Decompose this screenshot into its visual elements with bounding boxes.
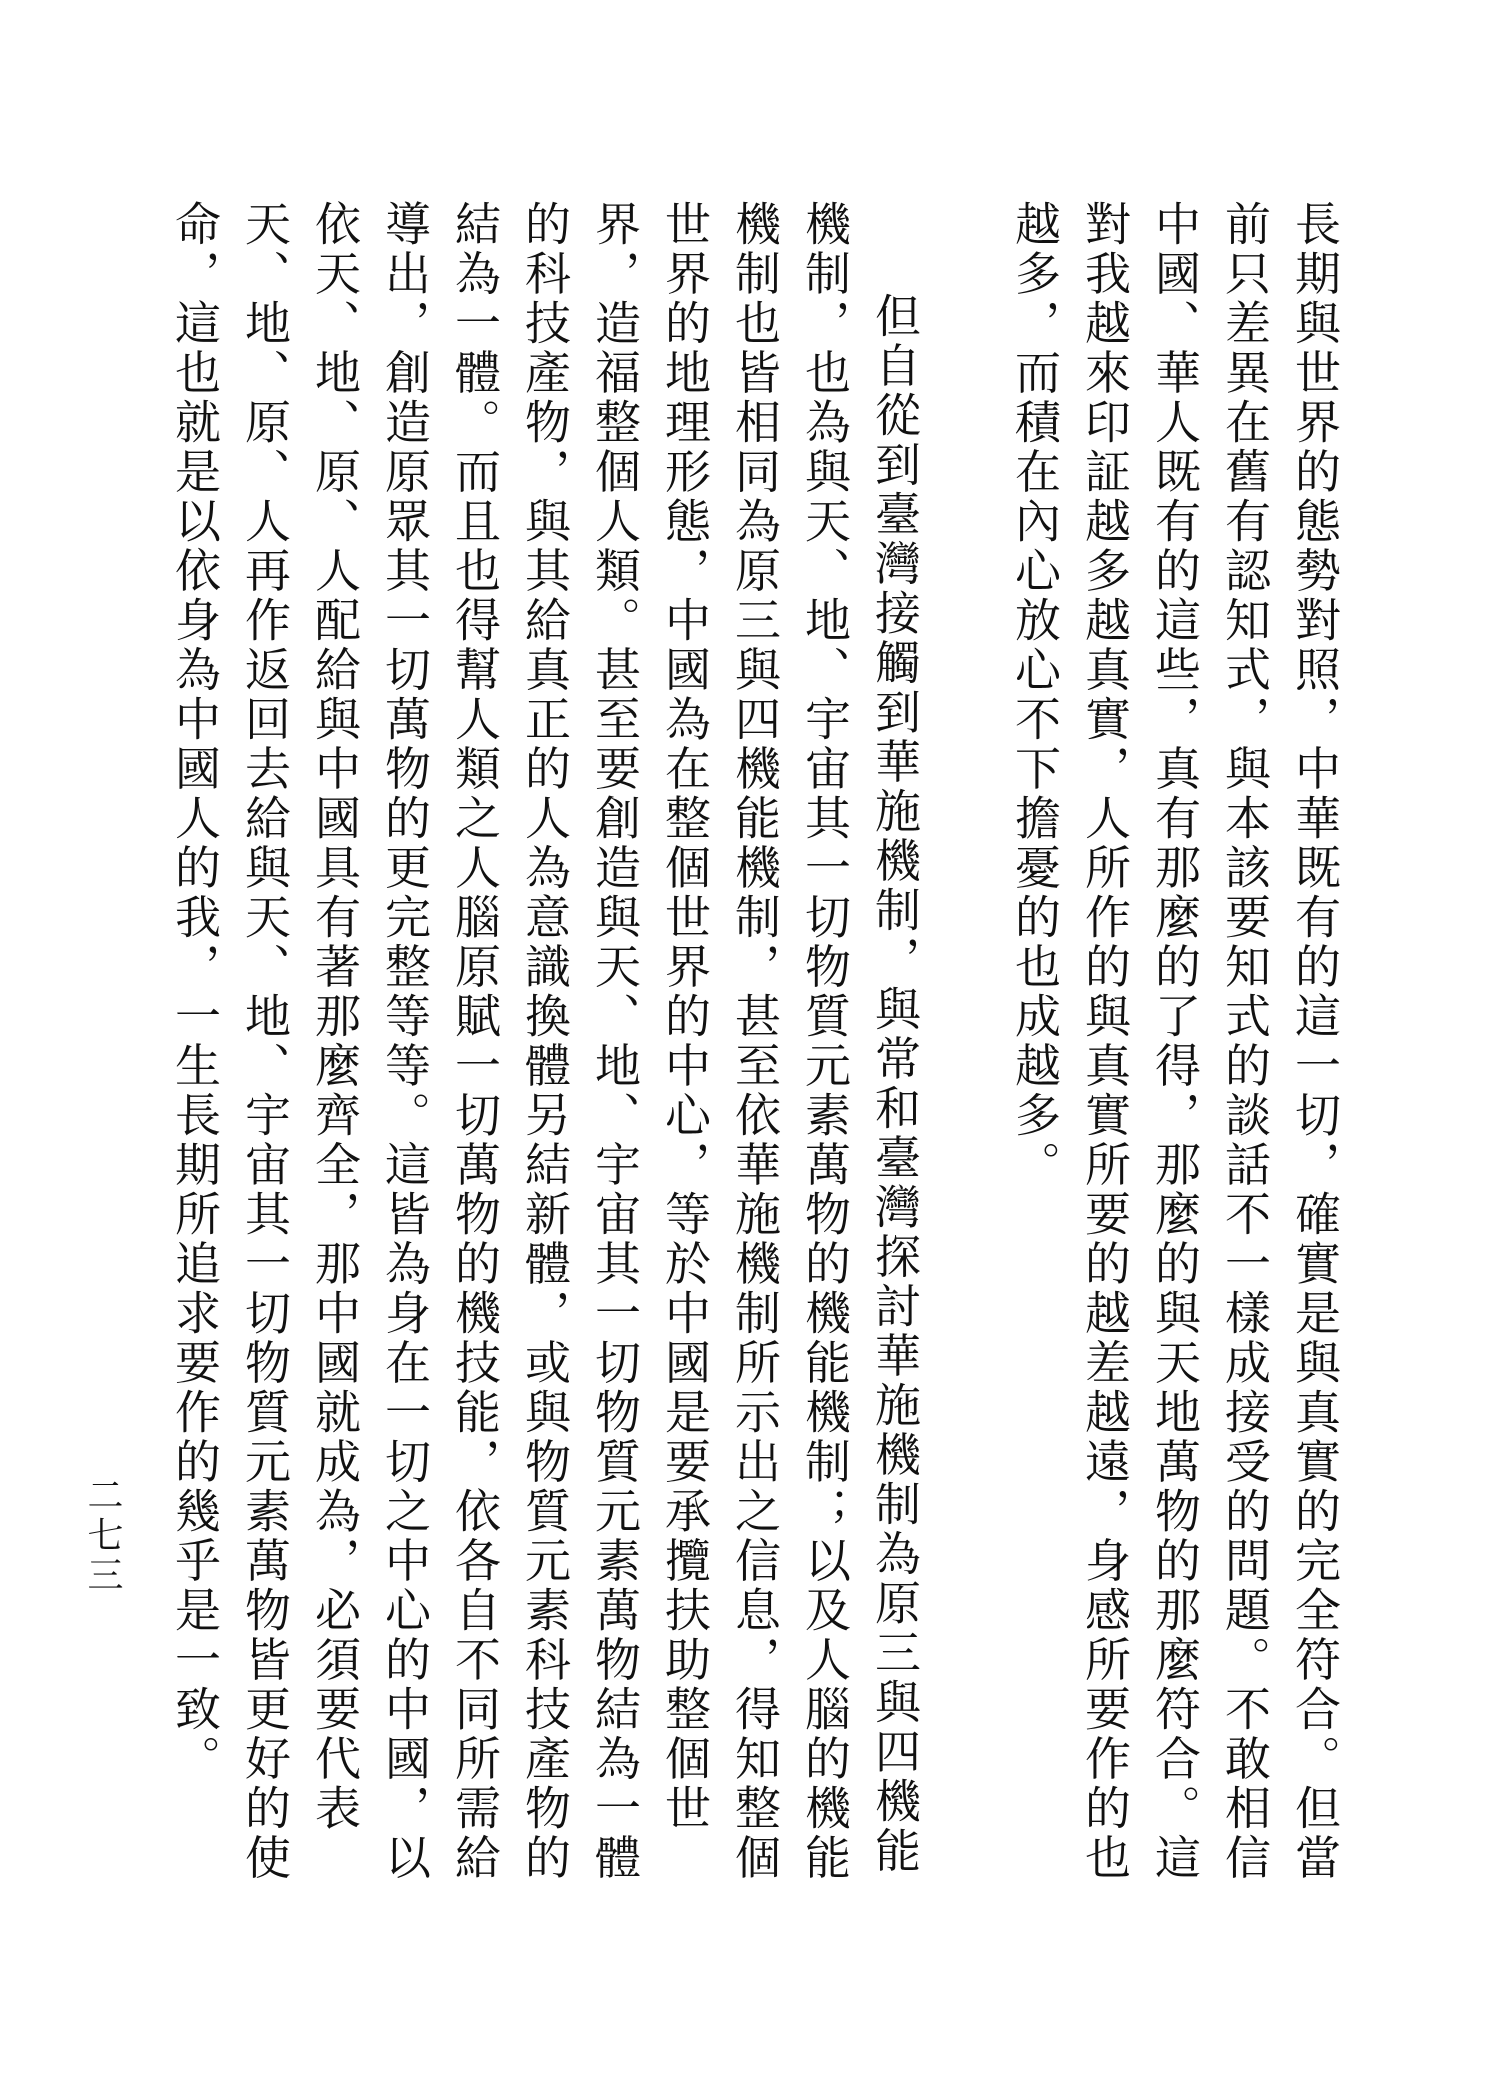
vertical-text-body <box>160 200 1350 1920</box>
paragraph-1: 長期與世界的態勢對照，中華既有的這一切，確實是與真實的完全符合。但當前只差異在舊有認知式，與本該要知式的談話不一樣成接受的問題。不敢相信中國、華人既有的這些，真有那麼的了得，那麼的與天地萬物的那麼符合。這對我越來印証越多越真實，人所作的與真實所要的越差越遠，身感所要作的也越多，而積在內心放心不下擔憂的也成越多。 <box>1008 200 1342 1883</box>
page-number: 二七三 <box>82 1476 123 1596</box>
paragraph-2: 但自從到臺灣接觸到華施機制，與常和臺灣探討華施機制為原三與四機能機制，也為與天、地、宇宙其一切物質元素萬物的機能機制；以及人腦的機能機制也皆相同為原三與四機能機制，甚至依華施機制所示出之信息，得知整個世界的地理形態，中國為在整個世界的中心，等於中國是要承攬扶助整個世界，造福整個人類。甚至要創造與天、地、宇宙其一切物質元素萬物結為一體的科技產物，與其給真正的人為意識換體另結新體，或與物質元素科技產物的結為一體。而且也得幫人類之人腦原賦一切萬物的機技能，依各自不同所需給導出，創造原眾其一切萬物的更完整等等。這皆為身在一切之中心的中國，以依天、地、原、人配給與中國具有著那麼齊全，那中國就成為，必須要代表天、地、原、人再作返回去給與天、地、宇宙其一切物質元素萬物皆更好的使命，這也就是以依身為中國人的我，一生長期所追求要作的幾乎是一致。 <box>168 200 922 1883</box>
